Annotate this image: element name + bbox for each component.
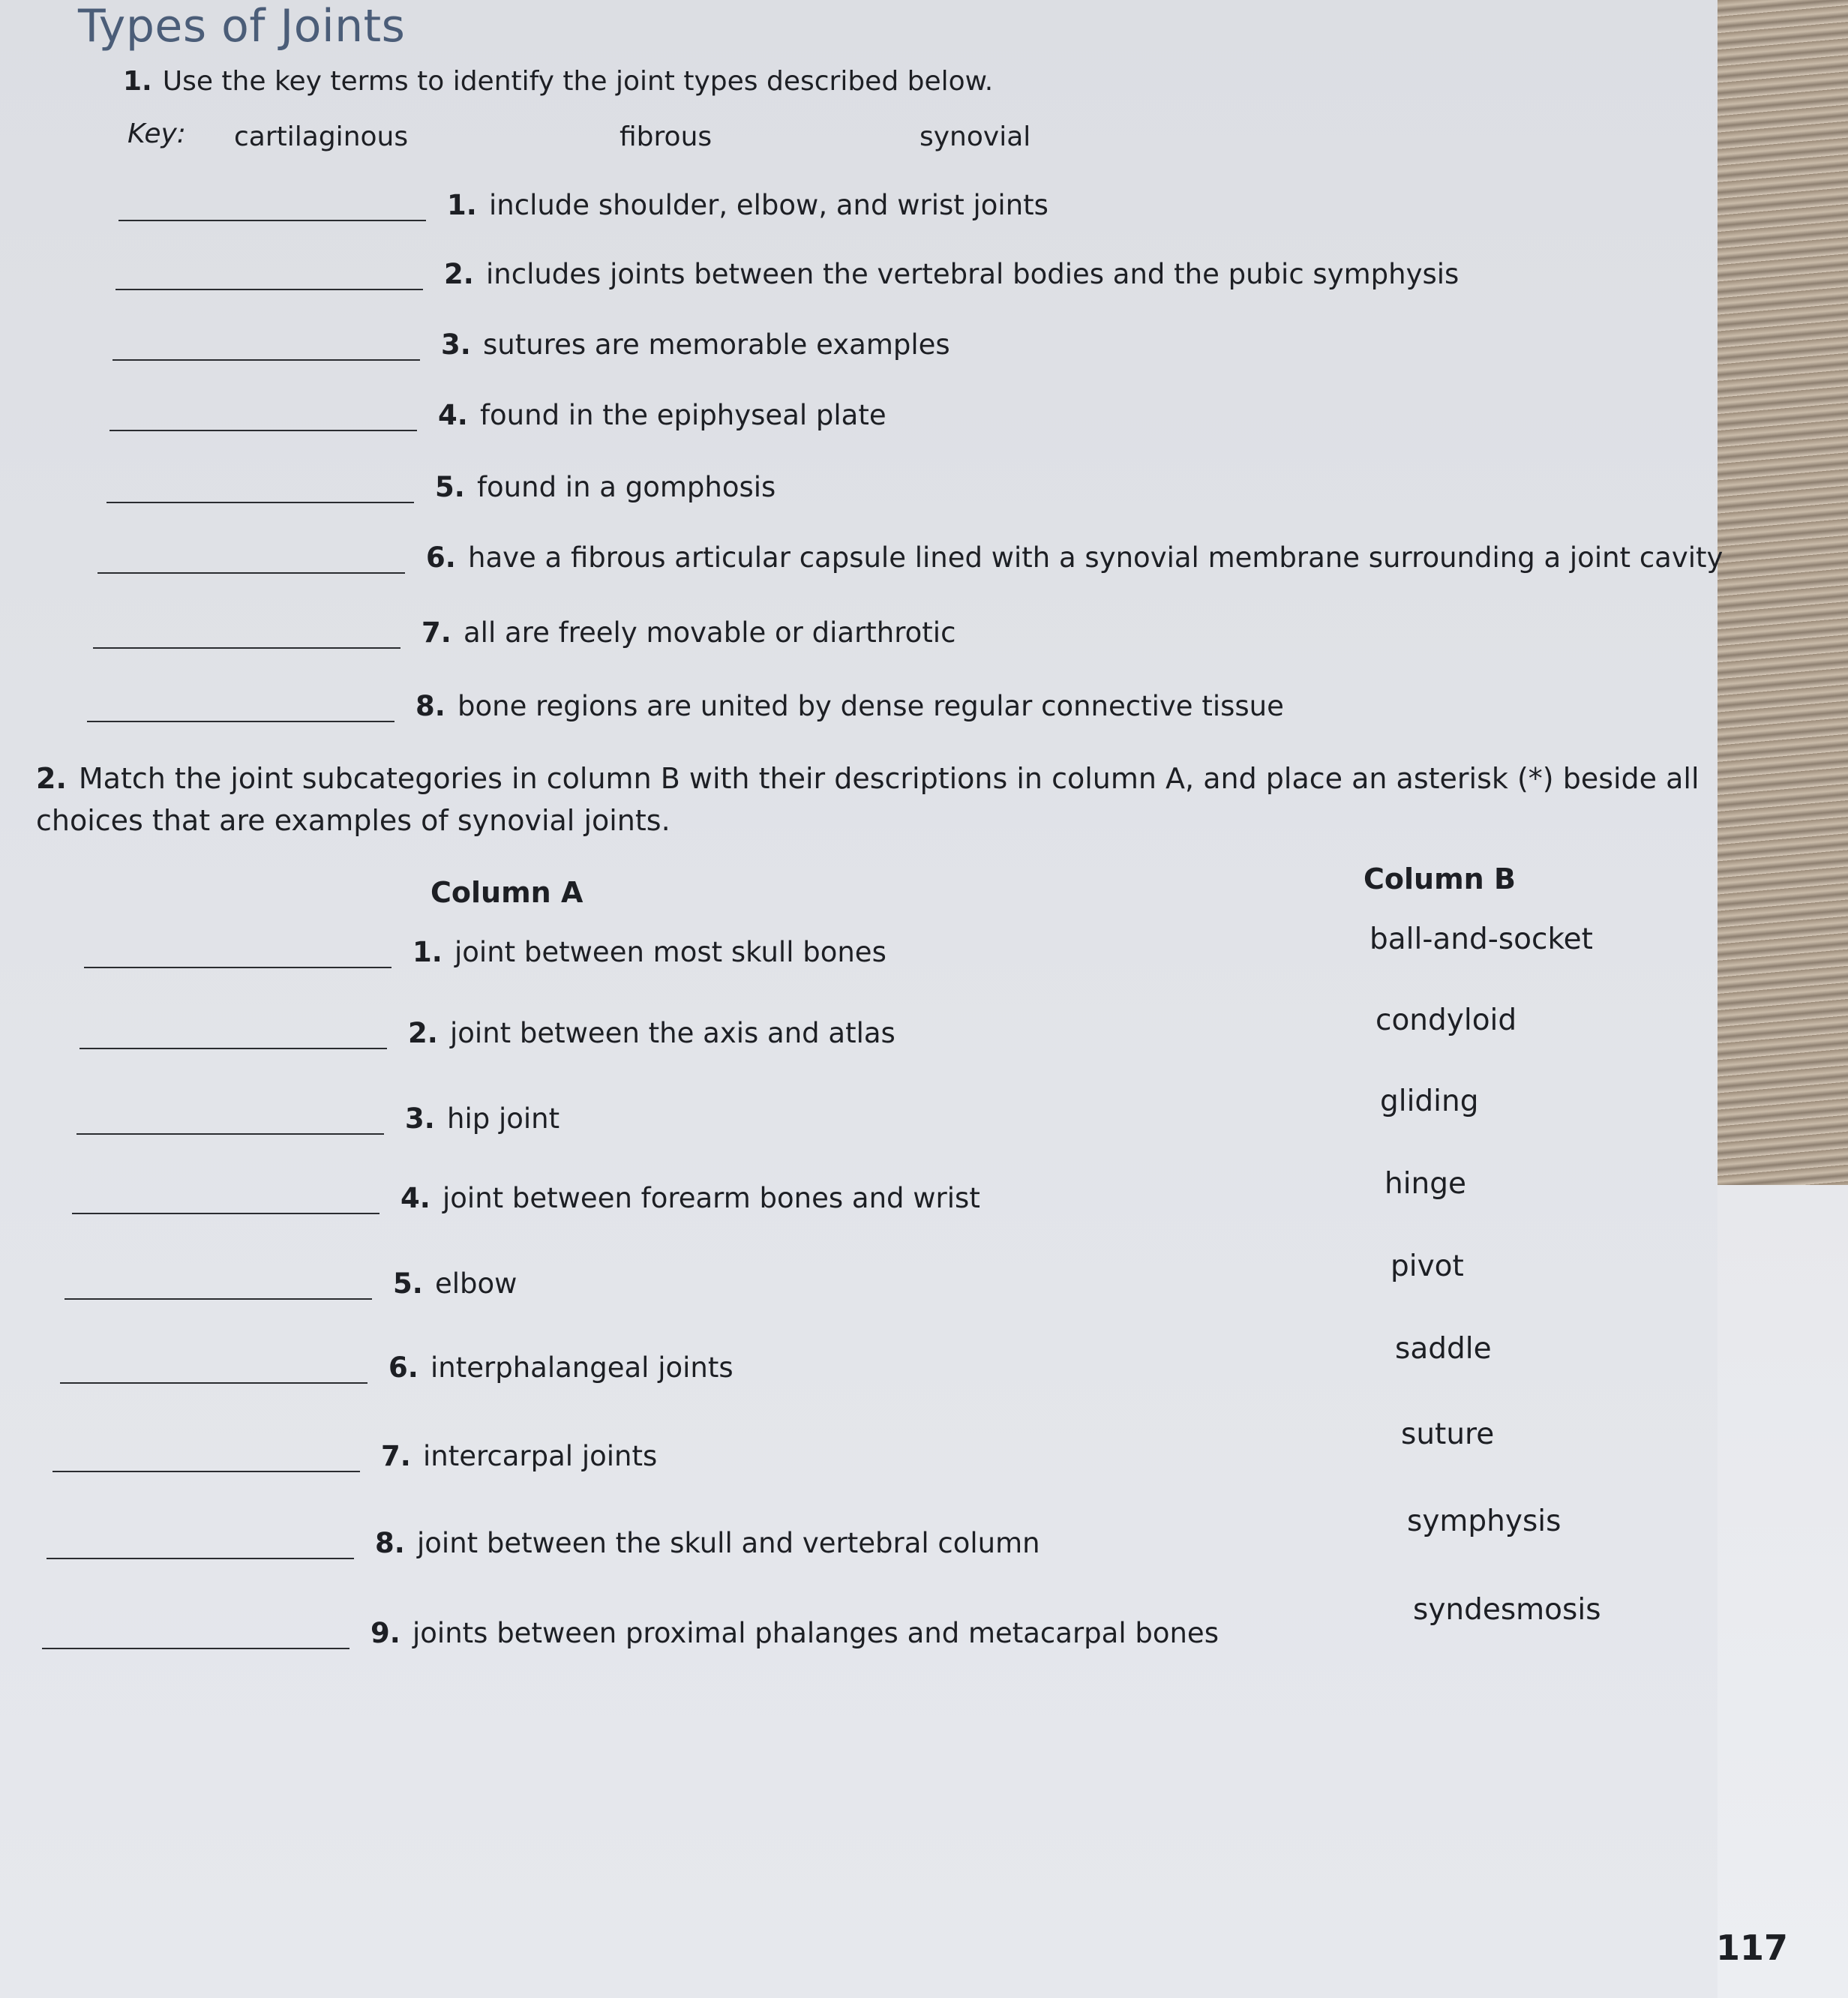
- table-surface: [1715, 1185, 1848, 1998]
- q1-item-1: [118, 189, 1048, 226]
- column-b-choice: suture: [1401, 1418, 1495, 1451]
- key-label: Key:: [128, 118, 186, 149]
- page-title: Types of Joints: [78, 0, 406, 52]
- column-b-choice: saddle: [1395, 1332, 1492, 1366]
- item-number: 7.: [381, 1440, 411, 1472]
- question-number: 1.: [123, 66, 152, 97]
- column-b-header: Column B: [1364, 862, 1516, 896]
- q1-item-5: [106, 471, 776, 508]
- q1-item-2: [116, 258, 1459, 296]
- item-text: intercarpal joints: [423, 1440, 658, 1472]
- answer-blank[interactable]: [87, 698, 394, 722]
- column-b-choice: symphysis: [1407, 1504, 1562, 1538]
- q2-item-2: [80, 1017, 896, 1054]
- item-text: found in the epiphyseal plate: [480, 399, 886, 431]
- item-text: joint between most skull bones: [454, 936, 886, 968]
- answer-blank[interactable]: [98, 550, 405, 574]
- item-number: 1.: [412, 936, 442, 968]
- answer-blank[interactable]: [84, 944, 392, 968]
- answer-blank[interactable]: [80, 1025, 387, 1049]
- answer-blank[interactable]: [42, 1625, 350, 1649]
- item-text: include shoulder, elbow, and wrist joints: [489, 189, 1048, 221]
- q1-item-3: [112, 328, 950, 366]
- item-text: hip joint: [447, 1102, 560, 1135]
- item-number: 3.: [405, 1102, 435, 1135]
- q2-item-6: [60, 1352, 734, 1389]
- question-text: Match the joint subcategories in column B with their descriptions in column A, and place an asterisk (*) beside all choices that are examples of synovial joints.: [36, 762, 1700, 837]
- answer-blank[interactable]: [93, 625, 400, 649]
- column-b-choice: condyloid: [1376, 1004, 1517, 1037]
- answer-blank[interactable]: [76, 1111, 384, 1135]
- question-1-prompt: [123, 66, 993, 97]
- item-number: 2.: [444, 258, 474, 290]
- q2-item-4: [72, 1182, 980, 1220]
- answer-blank[interactable]: [112, 337, 420, 361]
- item-text: joint between the axis and atlas: [450, 1017, 896, 1049]
- column-b-choice: pivot: [1390, 1250, 1464, 1283]
- item-number: 3.: [441, 328, 471, 361]
- item-text: joint between the skull and vertebral column: [417, 1527, 1040, 1559]
- column-b-choice: hinge: [1384, 1167, 1467, 1201]
- item-number: 4.: [400, 1182, 430, 1214]
- column-b-choice: gliding: [1380, 1084, 1479, 1118]
- answer-blank[interactable]: [64, 1276, 372, 1300]
- answer-blank[interactable]: [72, 1190, 380, 1214]
- item-number: 7.: [422, 616, 452, 649]
- item-text: have a fibrous articular capsule lined with a synovial membrane surrounding a joint cavity: [468, 542, 1724, 574]
- item-number: 2.: [408, 1017, 438, 1049]
- item-number: 9.: [370, 1617, 400, 1649]
- key-term-cartilaginous: cartilaginous: [234, 122, 409, 152]
- answer-blank[interactable]: [118, 197, 426, 221]
- q1-item-6: [98, 542, 1723, 579]
- item-text: joint between forearm bones and wrist: [442, 1182, 980, 1214]
- q1-item-4: [110, 399, 886, 436]
- item-number: 5.: [393, 1268, 423, 1300]
- item-text: interphalangeal joints: [430, 1352, 734, 1384]
- column-b-choice: ball-and-socket: [1370, 922, 1593, 956]
- item-text: found in a gomphosis: [477, 471, 776, 503]
- q2-item-3: [76, 1102, 560, 1140]
- answer-blank[interactable]: [106, 479, 414, 503]
- item-number: 8.: [416, 690, 446, 722]
- q2-item-5: [64, 1268, 517, 1305]
- answer-blank[interactable]: [52, 1448, 360, 1472]
- question-number: 2.: [36, 762, 67, 795]
- answer-blank[interactable]: [116, 266, 423, 290]
- page-number: 117: [1715, 1928, 1788, 1968]
- item-number: 6.: [388, 1352, 418, 1384]
- q1-item-8: [87, 690, 1284, 728]
- column-b-choice: syndesmosis: [1413, 1593, 1601, 1627]
- key-term-fibrous: fibrous: [620, 122, 712, 152]
- item-text: sutures are memorable examples: [483, 328, 950, 361]
- key-term-synovial: synovial: [920, 122, 1031, 152]
- item-number: 6.: [426, 542, 456, 574]
- item-text: elbow: [435, 1268, 518, 1300]
- item-number: 4.: [438, 399, 468, 431]
- item-number: 1.: [447, 189, 477, 221]
- q2-item-7: [52, 1440, 657, 1478]
- item-text: bone regions are united by dense regular connective tissue: [458, 690, 1284, 722]
- answer-blank[interactable]: [110, 407, 417, 431]
- q2-item-1: [84, 936, 886, 974]
- q2-item-8: [46, 1527, 1040, 1564]
- column-a-header: Column A: [430, 876, 584, 909]
- item-text: all are freely movable or diarthrotic: [464, 616, 956, 649]
- q2-item-9: [42, 1617, 1219, 1654]
- question-text: Use the key terms to identify the joint types described below.: [162, 66, 994, 97]
- item-number: 8.: [375, 1527, 405, 1559]
- answer-blank[interactable]: [46, 1535, 354, 1559]
- q1-item-7: [93, 616, 956, 654]
- answer-blank[interactable]: [60, 1360, 368, 1384]
- item-text: joints between proximal phalanges and metacarpal bones: [412, 1617, 1219, 1649]
- item-text: includes joints between the vertebral bodies and the pubic symphysis: [486, 258, 1460, 290]
- question-2-prompt: [36, 758, 1716, 842]
- item-number: 5.: [435, 471, 465, 503]
